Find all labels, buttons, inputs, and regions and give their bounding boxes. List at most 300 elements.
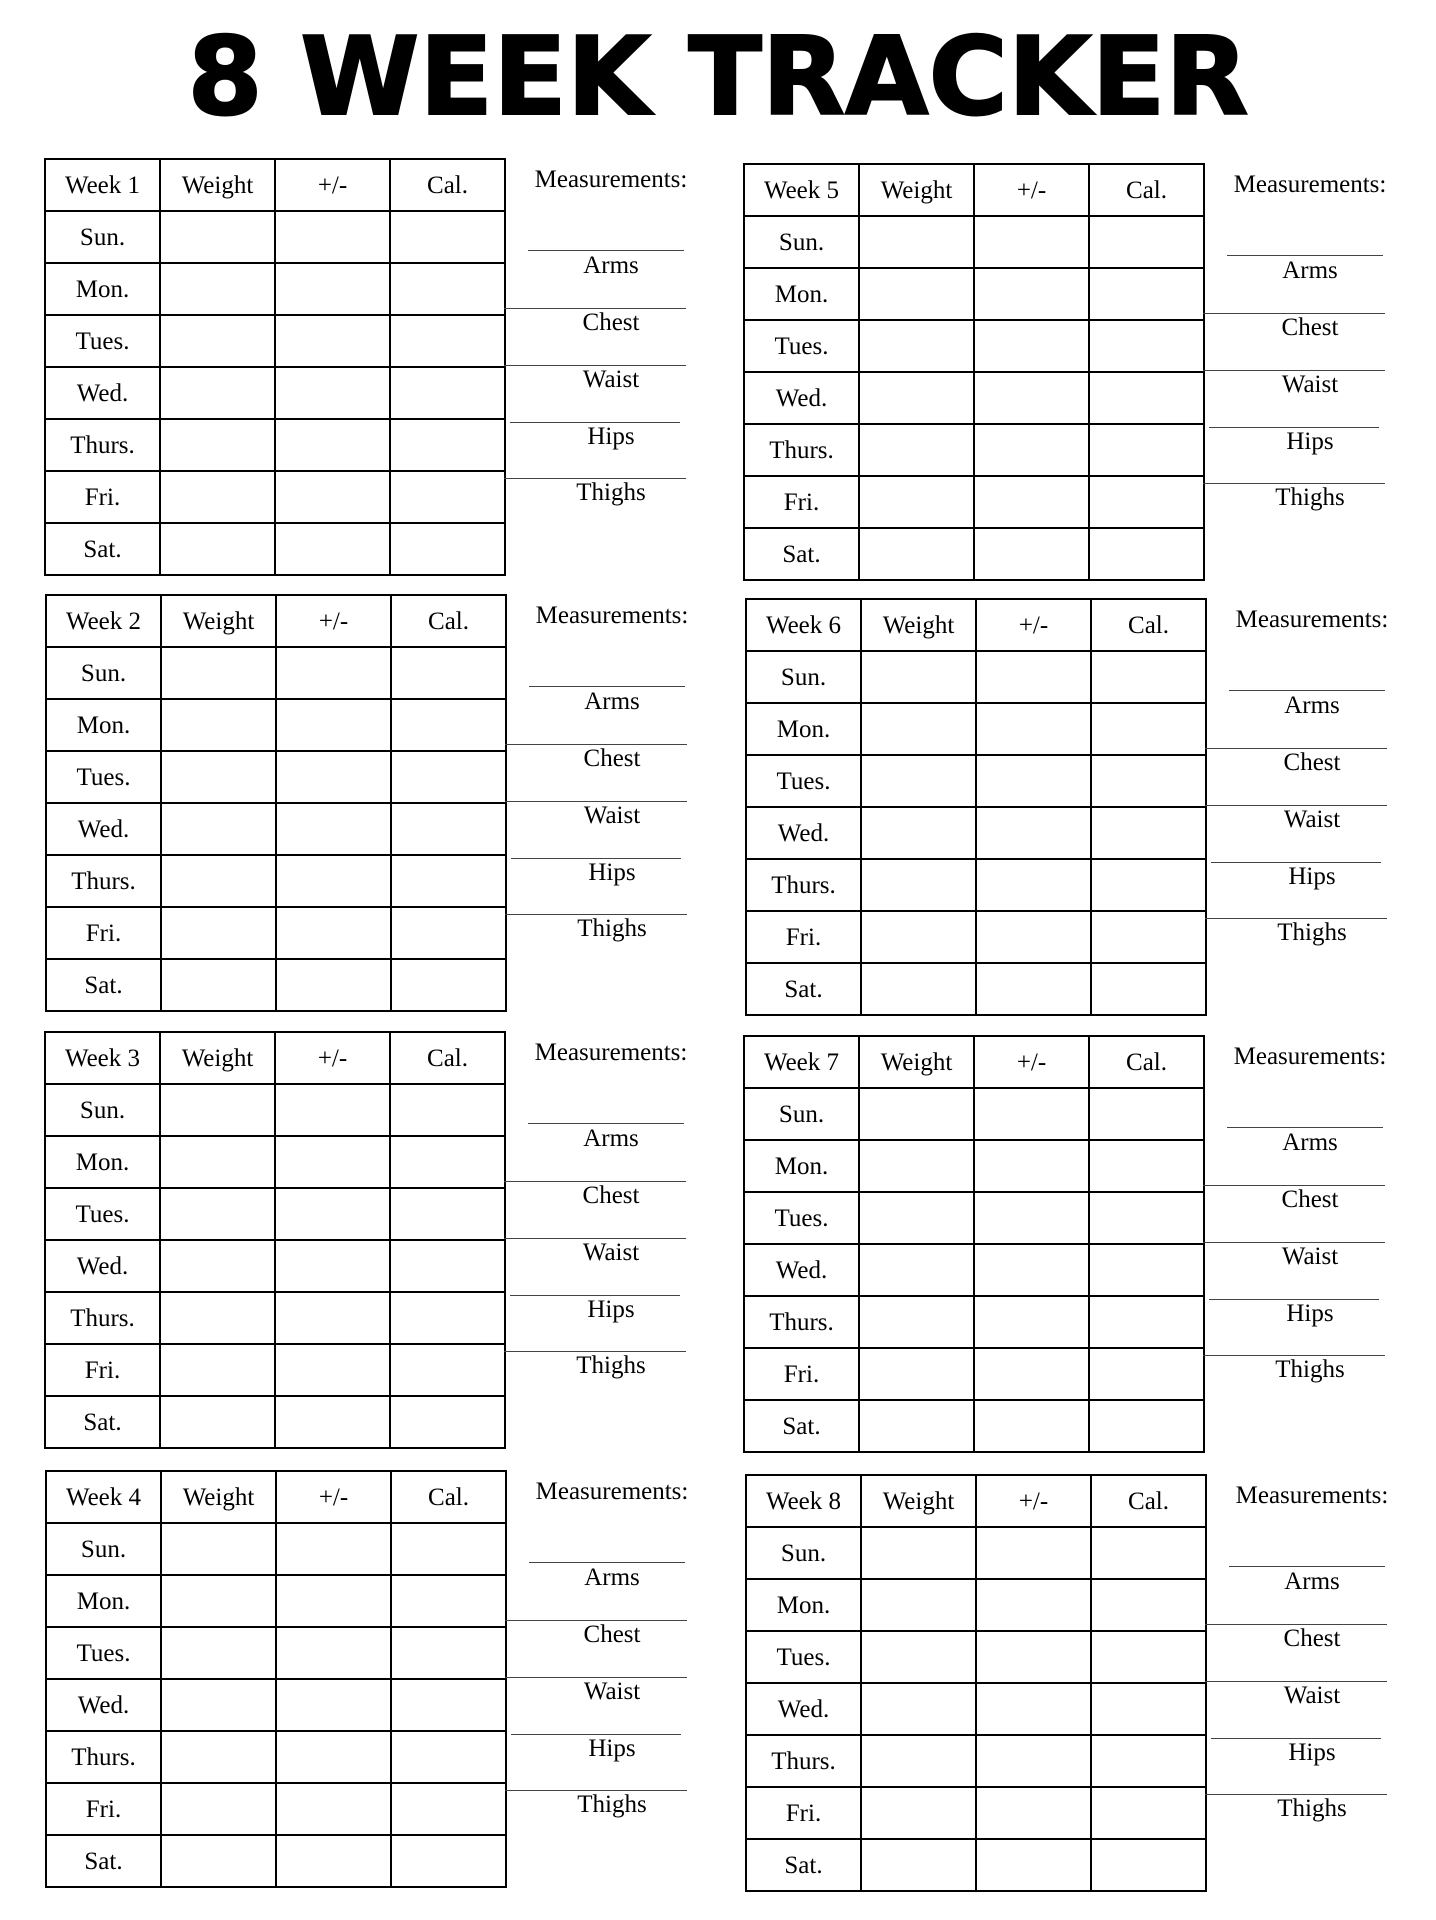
entry-cell[interactable] xyxy=(391,907,506,959)
entry-cell[interactable] xyxy=(391,1523,506,1575)
measurement-label: Thighs xyxy=(1275,484,1345,511)
entry-cell[interactable] xyxy=(161,647,276,699)
entry-cell[interactable] xyxy=(859,372,974,424)
table-header-row xyxy=(746,599,1206,651)
entry-cell[interactable] xyxy=(974,424,1089,476)
table-row xyxy=(744,528,1204,580)
entry-cell[interactable] xyxy=(276,959,391,1011)
entry-cell[interactable] xyxy=(160,367,275,419)
entry-cell[interactable] xyxy=(974,1244,1089,1296)
day-label: Mon. xyxy=(45,263,160,315)
entry-cell[interactable] xyxy=(1091,703,1206,755)
entry-cell[interactable] xyxy=(391,647,506,699)
table-row xyxy=(746,1527,1206,1579)
entry-cell[interactable] xyxy=(276,1731,391,1783)
entry-cell[interactable] xyxy=(160,1136,275,1188)
measurements-panel xyxy=(517,594,707,1004)
entry-cell[interactable] xyxy=(861,859,976,911)
table-row xyxy=(45,367,505,419)
entry-cell[interactable] xyxy=(974,216,1089,268)
measurement-label: Thighs xyxy=(577,1791,647,1818)
entry-cell[interactable] xyxy=(861,911,976,963)
entry-cell[interactable] xyxy=(275,471,390,523)
week-block-5 xyxy=(743,163,1436,578)
entry-cell[interactable] xyxy=(161,803,276,855)
entry-cell[interactable] xyxy=(275,211,390,263)
table-row xyxy=(46,1679,506,1731)
entry-cell[interactable] xyxy=(275,1136,390,1188)
entry-cell[interactable] xyxy=(976,911,1091,963)
entry-cell[interactable] xyxy=(161,751,276,803)
table-row xyxy=(746,963,1206,1015)
entry-cell[interactable] xyxy=(976,1527,1091,1579)
entry-cell[interactable] xyxy=(976,1787,1091,1839)
entry-cell[interactable] xyxy=(390,263,505,315)
entry-cell[interactable] xyxy=(1089,1400,1204,1452)
week-table xyxy=(44,1031,506,1449)
column-header: Weight xyxy=(861,599,976,651)
entry-cell[interactable] xyxy=(976,651,1091,703)
entry-cell[interactable] xyxy=(391,855,506,907)
entry-cell[interactable] xyxy=(160,1188,275,1240)
day-label: Wed. xyxy=(45,1240,160,1292)
entry-cell[interactable] xyxy=(861,1579,976,1631)
table-row xyxy=(744,1140,1204,1192)
entry-cell[interactable] xyxy=(1089,424,1204,476)
entry-cell[interactable] xyxy=(161,1679,276,1731)
entry-cell[interactable] xyxy=(275,1396,390,1448)
week-label: Week 2 xyxy=(46,595,161,647)
measurement-entry-line[interactable] xyxy=(528,250,684,251)
entry-cell[interactable] xyxy=(276,699,391,751)
table-row xyxy=(45,1136,505,1188)
entry-cell[interactable] xyxy=(161,1575,276,1627)
table-row xyxy=(46,699,506,751)
measurement-label: Arms xyxy=(583,252,639,279)
entry-cell[interactable] xyxy=(859,320,974,372)
entry-cell[interactable] xyxy=(160,419,275,471)
entry-cell[interactable] xyxy=(976,963,1091,1015)
table-row xyxy=(746,1579,1206,1631)
entry-cell[interactable] xyxy=(859,1348,974,1400)
entry-cell[interactable] xyxy=(861,1839,976,1891)
table-row xyxy=(744,320,1204,372)
entry-cell[interactable] xyxy=(390,1188,505,1240)
entry-cell[interactable] xyxy=(859,1088,974,1140)
entry-cell[interactable] xyxy=(861,1683,976,1735)
entry-cell[interactable] xyxy=(391,1575,506,1627)
entry-cell[interactable] xyxy=(861,703,976,755)
entry-cell[interactable] xyxy=(974,320,1089,372)
table-row xyxy=(46,907,506,959)
entry-cell[interactable] xyxy=(974,1400,1089,1452)
entry-cell[interactable] xyxy=(160,315,275,367)
entry-cell[interactable] xyxy=(976,1839,1091,1891)
day-label: Wed. xyxy=(46,1679,161,1731)
day-label: Thurs. xyxy=(746,1735,861,1787)
table-row xyxy=(46,1783,506,1835)
measurement-entry-line[interactable] xyxy=(1227,255,1383,256)
entry-cell[interactable] xyxy=(275,1344,390,1396)
entry-cell[interactable] xyxy=(861,1631,976,1683)
table-row xyxy=(45,419,505,471)
entry-cell[interactable] xyxy=(275,315,390,367)
measurement-label: Thighs xyxy=(576,1352,646,1379)
entry-cell[interactable] xyxy=(974,476,1089,528)
entry-cell[interactable] xyxy=(1091,1527,1206,1579)
entry-cell[interactable] xyxy=(974,1140,1089,1192)
entry-cell[interactable] xyxy=(161,1523,276,1575)
column-header: Cal. xyxy=(390,1032,505,1084)
measurement-entry-line[interactable] xyxy=(1227,1127,1383,1128)
table-row xyxy=(45,315,505,367)
table-row xyxy=(746,859,1206,911)
entry-cell[interactable] xyxy=(861,1735,976,1787)
entry-cell[interactable] xyxy=(390,1344,505,1396)
day-label: Wed. xyxy=(744,372,859,424)
entry-cell[interactable] xyxy=(859,1192,974,1244)
entry-cell[interactable] xyxy=(861,1787,976,1839)
table-row xyxy=(45,523,505,575)
entry-cell[interactable] xyxy=(1091,1683,1206,1735)
day-label: Thurs. xyxy=(46,855,161,907)
entry-cell[interactable] xyxy=(391,1627,506,1679)
entry-cell[interactable] xyxy=(976,1735,1091,1787)
entry-cell[interactable] xyxy=(275,263,390,315)
week-table xyxy=(745,598,1207,1016)
entry-cell[interactable] xyxy=(861,963,976,1015)
entry-cell[interactable] xyxy=(861,1527,976,1579)
day-label: Mon. xyxy=(744,1140,859,1192)
measurement-entry-line[interactable] xyxy=(528,1123,684,1124)
entry-cell[interactable] xyxy=(1089,372,1204,424)
entry-cell[interactable] xyxy=(859,528,974,580)
table-row xyxy=(744,1192,1204,1244)
entry-cell[interactable] xyxy=(390,471,505,523)
column-header: Weight xyxy=(160,159,275,211)
table-row xyxy=(746,1735,1206,1787)
measurement-label: Waist xyxy=(1281,1243,1339,1270)
entry-cell[interactable] xyxy=(160,1396,275,1448)
entry-cell[interactable] xyxy=(391,699,506,751)
measurement-label: Chest xyxy=(1283,749,1341,776)
entry-cell[interactable] xyxy=(161,1835,276,1887)
entry-cell[interactable] xyxy=(976,1631,1091,1683)
entry-cell[interactable] xyxy=(161,1783,276,1835)
day-label: Sun. xyxy=(46,647,161,699)
day-label: Mon. xyxy=(746,703,861,755)
entry-cell[interactable] xyxy=(161,855,276,907)
entry-cell[interactable] xyxy=(974,1192,1089,1244)
entry-cell[interactable] xyxy=(276,1627,391,1679)
day-label: Sat. xyxy=(45,1396,160,1448)
table-row xyxy=(744,1244,1204,1296)
table-header-row xyxy=(46,1471,506,1523)
table-row xyxy=(45,1344,505,1396)
entry-cell[interactable] xyxy=(1091,1735,1206,1787)
entry-cell[interactable] xyxy=(1091,755,1206,807)
entry-cell[interactable] xyxy=(275,367,390,419)
measurement-label: Arms xyxy=(1282,257,1338,284)
entry-cell[interactable] xyxy=(861,755,976,807)
entry-cell[interactable] xyxy=(275,1240,390,1292)
day-label: Fri. xyxy=(46,1783,161,1835)
entry-cell[interactable] xyxy=(160,471,275,523)
entry-cell[interactable] xyxy=(160,1292,275,1344)
entry-cell[interactable] xyxy=(976,703,1091,755)
entry-cell[interactable] xyxy=(390,211,505,263)
entry-cell[interactable] xyxy=(390,419,505,471)
measurement-entry-line[interactable] xyxy=(529,1562,685,1563)
table-header-row xyxy=(744,164,1204,216)
entry-cell[interactable] xyxy=(859,1296,974,1348)
entry-cell[interactable] xyxy=(1089,1088,1204,1140)
measurement-entry-line[interactable] xyxy=(529,686,685,687)
entry-cell[interactable] xyxy=(1089,320,1204,372)
entry-cell[interactable] xyxy=(390,315,505,367)
entry-cell[interactable] xyxy=(275,1188,390,1240)
measurement-label: Thighs xyxy=(1277,1795,1347,1822)
entry-cell[interactable] xyxy=(1091,1787,1206,1839)
entry-cell[interactable] xyxy=(859,424,974,476)
entry-cell[interactable] xyxy=(859,268,974,320)
table-row xyxy=(746,703,1206,755)
entry-cell[interactable] xyxy=(161,699,276,751)
week-block-3 xyxy=(44,1031,744,1446)
entry-cell[interactable] xyxy=(275,1084,390,1136)
day-label: Wed. xyxy=(746,1683,861,1735)
table-row xyxy=(746,1839,1206,1891)
measurement-label: Hips xyxy=(1288,1739,1336,1766)
entry-cell[interactable] xyxy=(276,647,391,699)
measurement-entry-line[interactable] xyxy=(1229,690,1385,691)
day-label: Sat. xyxy=(746,963,861,1015)
entry-cell[interactable] xyxy=(976,1579,1091,1631)
measurement-label: Chest xyxy=(582,309,640,336)
entry-cell[interactable] xyxy=(391,1835,506,1887)
entry-cell[interactable] xyxy=(161,959,276,1011)
measurement-label: Arms xyxy=(1282,1129,1338,1156)
day-label: Tues. xyxy=(746,1631,861,1683)
entry-cell[interactable] xyxy=(276,907,391,959)
entry-cell[interactable] xyxy=(974,1296,1089,1348)
day-label: Tues. xyxy=(744,1192,859,1244)
column-header: +/- xyxy=(976,599,1091,651)
week-block-2 xyxy=(45,594,745,1009)
column-header: +/- xyxy=(276,595,391,647)
entry-cell[interactable] xyxy=(859,1400,974,1452)
entry-cell[interactable] xyxy=(1091,1631,1206,1683)
measurement-label: Chest xyxy=(583,745,641,772)
entry-cell[interactable] xyxy=(1091,963,1206,1015)
entry-cell[interactable] xyxy=(1091,651,1206,703)
entry-cell[interactable] xyxy=(1089,528,1204,580)
table-row xyxy=(744,1348,1204,1400)
day-label: Mon. xyxy=(46,1575,161,1627)
day-label: Mon. xyxy=(744,268,859,320)
entry-cell[interactable] xyxy=(276,1575,391,1627)
entry-cell[interactable] xyxy=(276,855,391,907)
day-label: Sun. xyxy=(744,1088,859,1140)
measurement-label: Hips xyxy=(588,859,636,886)
table-row xyxy=(45,1188,505,1240)
day-label: Fri. xyxy=(45,471,160,523)
measurement-label: Chest xyxy=(582,1182,640,1209)
entry-cell[interactable] xyxy=(391,959,506,1011)
entry-cell[interactable] xyxy=(276,803,391,855)
day-label: Tues. xyxy=(46,751,161,803)
column-header: Cal. xyxy=(390,159,505,211)
measurement-label: Hips xyxy=(587,1296,635,1323)
entry-cell[interactable] xyxy=(1089,216,1204,268)
week-table xyxy=(743,163,1205,581)
entry-cell[interactable] xyxy=(391,1731,506,1783)
entry-cell[interactable] xyxy=(859,476,974,528)
entry-cell[interactable] xyxy=(974,268,1089,320)
column-header: Cal. xyxy=(391,1471,506,1523)
entry-cell[interactable] xyxy=(1089,1296,1204,1348)
entry-cell[interactable] xyxy=(1091,807,1206,859)
entry-cell[interactable] xyxy=(276,1523,391,1575)
entry-cell[interactable] xyxy=(160,1344,275,1396)
entry-cell[interactable] xyxy=(161,907,276,959)
column-header: +/- xyxy=(275,159,390,211)
entry-cell[interactable] xyxy=(1089,1348,1204,1400)
entry-cell[interactable] xyxy=(1089,1244,1204,1296)
entry-cell[interactable] xyxy=(276,1679,391,1731)
entry-cell[interactable] xyxy=(390,1136,505,1188)
measurement-entry-line[interactable] xyxy=(1229,1566,1385,1567)
entry-cell[interactable] xyxy=(1089,1140,1204,1192)
table-header-row xyxy=(45,159,505,211)
entry-cell[interactable] xyxy=(161,1627,276,1679)
entry-cell[interactable] xyxy=(974,372,1089,424)
measurements-title: Measurements: xyxy=(534,1039,688,1066)
table-row xyxy=(744,424,1204,476)
measurement-label: Thighs xyxy=(1275,1356,1345,1383)
table-row xyxy=(46,803,506,855)
entry-cell[interactable] xyxy=(390,1292,505,1344)
day-label: Sat. xyxy=(46,959,161,1011)
entry-cell[interactable] xyxy=(275,1292,390,1344)
week-table xyxy=(45,594,507,1012)
table-row xyxy=(46,959,506,1011)
entry-cell[interactable] xyxy=(275,419,390,471)
entry-cell[interactable] xyxy=(160,211,275,263)
entry-cell[interactable] xyxy=(160,1084,275,1136)
entry-cell[interactable] xyxy=(1091,1839,1206,1891)
day-label: Thurs. xyxy=(45,1292,160,1344)
measurement-label: Thighs xyxy=(1277,919,1347,946)
entry-cell[interactable] xyxy=(390,1396,505,1448)
entry-cell[interactable] xyxy=(161,1731,276,1783)
day-label: Tues. xyxy=(744,320,859,372)
table-row xyxy=(744,476,1204,528)
table-row xyxy=(746,1683,1206,1735)
table-row xyxy=(744,372,1204,424)
entry-cell[interactable] xyxy=(976,755,1091,807)
measurement-label: Waist xyxy=(582,1239,640,1266)
measurement-label: Arms xyxy=(583,1125,639,1152)
entry-cell[interactable] xyxy=(276,1783,391,1835)
day-label: Sun. xyxy=(45,211,160,263)
entry-cell[interactable] xyxy=(976,1683,1091,1735)
week-label: Week 4 xyxy=(46,1471,161,1523)
measurement-label: Chest xyxy=(1283,1625,1341,1652)
day-label: Tues. xyxy=(46,1627,161,1679)
entry-cell[interactable] xyxy=(160,1240,275,1292)
entry-cell[interactable] xyxy=(390,1084,505,1136)
entry-cell[interactable] xyxy=(276,751,391,803)
column-header: Weight xyxy=(161,595,276,647)
week-block-1 xyxy=(44,158,744,573)
entry-cell[interactable] xyxy=(1089,1192,1204,1244)
column-header: Cal. xyxy=(1091,599,1206,651)
entry-cell[interactable] xyxy=(276,1835,391,1887)
measurement-label: Hips xyxy=(1288,863,1336,890)
day-label: Sun. xyxy=(746,651,861,703)
table-row xyxy=(746,807,1206,859)
entry-cell[interactable] xyxy=(390,1240,505,1292)
day-label: Thurs. xyxy=(746,859,861,911)
entry-cell[interactable] xyxy=(974,528,1089,580)
measurement-label: Waist xyxy=(582,366,640,393)
table-row xyxy=(45,471,505,523)
day-label: Wed. xyxy=(46,803,161,855)
week-label: Week 5 xyxy=(744,164,859,216)
entry-cell[interactable] xyxy=(1089,268,1204,320)
day-label: Tues. xyxy=(45,1188,160,1240)
entry-cell[interactable] xyxy=(391,751,506,803)
entry-cell[interactable] xyxy=(1091,911,1206,963)
measurement-label: Waist xyxy=(1283,1682,1341,1709)
week-table xyxy=(44,158,506,576)
day-label: Tues. xyxy=(746,755,861,807)
entry-cell[interactable] xyxy=(861,651,976,703)
entry-cell[interactable] xyxy=(275,523,390,575)
entry-cell[interactable] xyxy=(1091,1579,1206,1631)
entry-cell[interactable] xyxy=(976,807,1091,859)
entry-cell[interactable] xyxy=(974,1088,1089,1140)
entry-cell[interactable] xyxy=(976,859,1091,911)
entry-cell[interactable] xyxy=(390,523,505,575)
entry-cell[interactable] xyxy=(859,1140,974,1192)
table-row xyxy=(746,1631,1206,1683)
entry-cell[interactable] xyxy=(160,523,275,575)
column-header: +/- xyxy=(976,1475,1091,1527)
entry-cell[interactable] xyxy=(391,1783,506,1835)
week-table xyxy=(743,1035,1205,1453)
entry-cell[interactable] xyxy=(1089,476,1204,528)
column-header: Weight xyxy=(861,1475,976,1527)
entry-cell[interactable] xyxy=(390,367,505,419)
measurement-label: Waist xyxy=(583,802,641,829)
measurement-label: Hips xyxy=(1286,1300,1334,1327)
entry-cell[interactable] xyxy=(859,216,974,268)
day-label: Fri. xyxy=(744,1348,859,1400)
entry-cell[interactable] xyxy=(1091,859,1206,911)
day-label: Sun. xyxy=(744,216,859,268)
entry-cell[interactable] xyxy=(391,1679,506,1731)
week-block-8 xyxy=(745,1474,1436,1889)
entry-cell[interactable] xyxy=(974,1348,1089,1400)
entry-cell[interactable] xyxy=(391,803,506,855)
entry-cell[interactable] xyxy=(859,1244,974,1296)
entry-cell[interactable] xyxy=(160,263,275,315)
entry-cell[interactable] xyxy=(861,807,976,859)
column-header: Weight xyxy=(160,1032,275,1084)
measurement-label: Waist xyxy=(1281,371,1339,398)
